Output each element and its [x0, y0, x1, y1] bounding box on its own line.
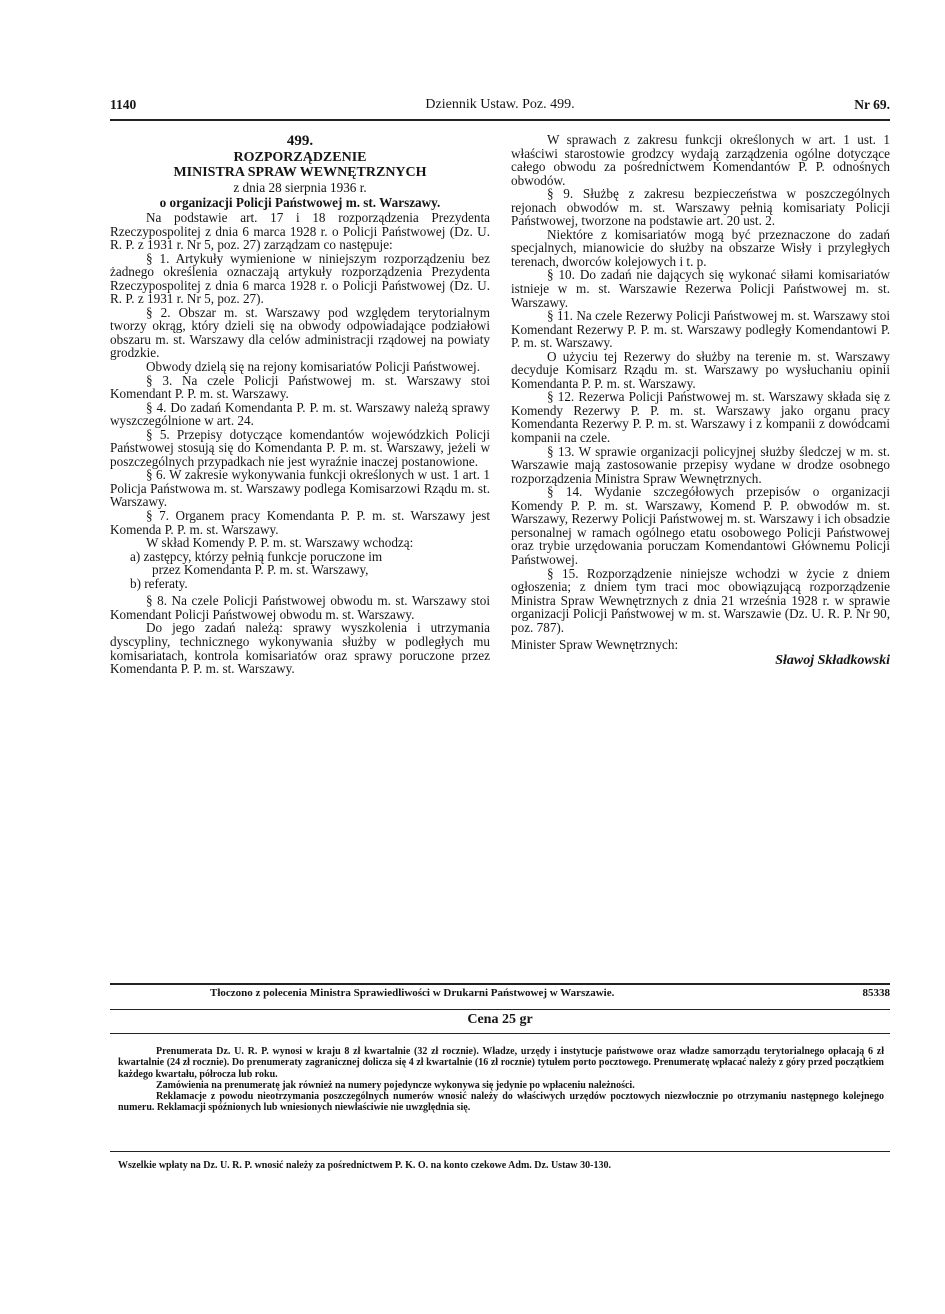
- section-15: § 15. Rozporządzenie niniejsze wchodzi w życie z dniem ogłoszenia; z dniem tym traci moc obowiązującą rozporządzenie Ministra Spraw Wewnętrznych z dnia 21 września 1928 r. w sprawie organizacji Policji Państwowej w m. st. Warszawie (Dz. U. R. P. Nr 90, poz. 787).: [511, 565, 890, 635]
- act-issuer: MINISTRA SPRAW WEWNĘTRZNYCH: [173, 165, 427, 180]
- section-7: § 7. Organem pracy Komendanta P. P. m. st. Warszawy jest Komenda P. P. m. st. Warszawy.: [110, 508, 490, 537]
- act-subject: o organizacji Policji Państwowej m. st. Warszawy.: [159, 195, 441, 210]
- journal-title: Dziennik Ustaw. Poz. 499.: [425, 97, 575, 112]
- section-4: § 4. Do zadań Komendanta P. P. m. st. Warszawy należą sprawy wyszczególnione w art. 24.: [110, 399, 490, 429]
- section-6: § 6. W zakresie wykonywania funkcji określonych w ust. 1 art. 1 Policja Państwowa m. st. Warszawy podlega Komisarzowi Rządu m. st. Warszawy.: [110, 467, 490, 510]
- section-14: § 14. Wydanie szczegółowych przepisów o organizacji Komendy P. P. m. st. Warszawy, Komend P. P. obwodów m. st. Warszawy, Rezerwy Policji Państwowej m. st. Warszawy i ich obsadzie personalnej w ramach ogólnego etatu osobowego Policji Państwowej oraz trybie urzędowania poruczam Komendantowi Głównemu Policji Państwowej.: [511, 484, 890, 567]
- subscription-info: [118, 1046, 884, 1114]
- payments-rule: [110, 1151, 890, 1152]
- signature: Sławoj Składkowski: [775, 652, 890, 668]
- section-9-paragraph-2: Niektóre z komisariatów mogą być przeznaczone do zadań specjalnych, mianowicie do służby na obszarze Wisły i przyległych terenach, dworców kolejowych i t. p.: [511, 226, 890, 269]
- page-number: 1140: [110, 97, 137, 112]
- section-13: § 13. W sprawie organizacji policyjnej służby śledczej w m. st. Warszawie mają zastosowanie przepisy wydane w drodze osobnego rozporządzenia Ministra Spraw Wewnętrznych.: [511, 443, 890, 486]
- price-rule-bottom: [110, 1033, 890, 1034]
- price-rule-top: [110, 1009, 890, 1010]
- issue-number: Nr 69.: [854, 97, 890, 112]
- section-12: § 12. Rezerwa Policji Państwowej m. st. Warszawy składa się z Komendy Rezerwy P. P. m. st. Warszawy jako organu pracy Komendanta Rezerwy P. P. m. st. Warszawy i z kompanii z dowódcami kompanii na czele.: [511, 389, 890, 446]
- section-11-paragraph-2: O użyciu tej Rezerwy do służby na terenie m. st. Warszawy decyduje Komisarz Rządu m. st. Warszawy po wysłuchaniu opinii Komendanta P. P. m. st. Warszawy.: [511, 348, 890, 391]
- act-number: 499.: [286, 133, 314, 149]
- intro-paragraph: Na podstawie art. 17 i 18 rozporządzenia Prezydenta Rzeczypospolitej z dnia 6 marca 1928 r. o Policji Państwowej (Dz. U. R. P. z 1931 r. Nr 5, poz. 27) zarządzam co następuje:: [110, 210, 490, 253]
- list-item-a-continuation: przez Komendanta P. P. m. st. Warszawy,: [152, 562, 369, 578]
- section-2: § 2. Obszar m. st. Warszawy pod względem terytorialnym tworzy okrąg, który dzieli się na obwody odpowiadające podziałowi obszaru m. st. Warszawy dla celów administracji rządowej na powiaty grodzkie.: [110, 304, 490, 361]
- subscription-paragraph-1: Prenumerata Dz. U. R. P. wynosi w kraju 8 zł kwartalnie (32 zł rocznie). Władze, urzędy i instytucje państwowe oraz władze samorządu terytorialnego opłacają 6 zł kwartalnie (24 zł rocznie). Do prenumeraty zagranicznej dolicza się 4 zł kwartalnie (16 zł rocznie) tytułem porto pocztowego. Prenumeratę wpłacać należy z góry przed początkiem każdego kwartału, półrocza lub roku.: [118, 1046, 884, 1080]
- print-line: [110, 987, 890, 1003]
- list-item-b: b) referaty.: [130, 575, 188, 591]
- act-type: ROZPORZĄDZENIE: [233, 150, 367, 165]
- payments-info: Wszelkie wpłaty na Dz. U. R. P. wnosić należy za pośrednictwem P. K. O. na konto czekowe Adm. Dz. Ustaw 30-130.: [118, 1160, 611, 1171]
- section-5: § 5. Przepisy dotyczące komendantów wojewódzkich Policji Państwowej stosują się do Komendanta P. P. m. st. Warszawy, jeżeli w poszczególnych przypadkach nie jest wyraźnie inaczej postanowione.: [110, 426, 490, 469]
- list-item-a: a) zastępcy, którzy pełnią funkcje poruczone im: [130, 548, 383, 564]
- price: Cena 25 gr: [467, 1012, 533, 1027]
- left-column: [110, 133, 490, 676]
- page-header: [110, 97, 890, 119]
- section-10: § 10. Do zadań nie dających się wykonać siłami komisariatów istnieje w m. st. Warszawie Rezerwa Policji Państwowej m. st. Warszawy.: [511, 267, 890, 310]
- section-2-paragraph-2: Obwody dzielą się na rejony komisariatów Policji Państwowej.: [146, 359, 481, 375]
- section-8-paragraph-2: Do jego zadań należą: sprawy wyszkolenia i utrzymania dyscypliny, technicznego wykonywania służby w podległych mu komisariatach, kontrola komisariatów oraz sprawy poruczone przez Komendanta P. P. m. st. Warszawy.: [110, 620, 490, 677]
- header-rule: [110, 119, 890, 121]
- section-8: § 8. Na czele Policji Państwowej obwodu m. st. Warszawy stoi Komendant Policji Państwowej obwodu m. st. Warszawy.: [110, 593, 490, 622]
- print-number: 85338: [862, 987, 890, 999]
- section-8-paragraph-3: W sprawach z zakresu funkcji określonych w art. 1 ust. 1 właściwi starostowie grodzcy wydają zarządzenia ogólne dotyczące całego obwodu za pośrednictwem Komendantów P. P. odnośnych obwodów.: [511, 132, 890, 188]
- subscription-paragraph-2: Zamówienia na prenumeratę jak również na numery pojedyncze wykonywa się jedynie po wpłaceniu należności.: [156, 1079, 635, 1091]
- minister-label: Minister Spraw Wewnętrznych:: [511, 637, 679, 653]
- section-3: § 3. Na czele Policji Państwowej m. st. Warszawy stoi Komendant P. P. m. st. Warszawy.: [110, 372, 490, 402]
- footer-rule: [110, 983, 890, 985]
- printed-by: Tłoczono z polecenia Ministra Sprawiedliwości w Drukarni Państwowej w Warszawie.: [210, 987, 615, 999]
- section-1: § 1. Artykuły wymienione w niniejszym rozporządzeniu bez żadnego określenia oznaczają artykuły rozporządzenia Prezydenta Rzeczypospolitej z dnia 6 marca 1928 r. o Policji Państwowej (Dz. U. R. P. z 1931 r. Nr 5, poz. 27).: [110, 250, 490, 307]
- act-date: z dnia 28 sierpnia 1936 r.: [233, 180, 367, 195]
- section-11: § 11. Na czele Rezerwy Policji Państwowej m. st. Warszawy stoi Komendant Rezerwy P. P. m. st. Warszawy podległy Komendantowi P. P. m. st. Warszawy.: [511, 308, 890, 351]
- section-7-paragraph-2: W skład Komendy P. P. m. st. Warszawy wchodzą:: [146, 535, 414, 551]
- subscription-paragraph-3: Reklamacje z powodu nieotrzymania poszczególnych numerów wnosić należy do właściwych urzędów pocztowych niezwłocznie po otrzymaniu następnego kolejnego numeru. Reklamacji spóźnionych lub wniesionych niewłaściwie nie uwzględnia się.: [118, 1091, 884, 1114]
- right-column: [511, 133, 890, 667]
- section-9: § 9. Służbę z zakresu bezpieczeństwa w poszczególnych rejonach obwodów m. st. Warszawy pełnią komisariaty Policji Państwowej, tworzone na podstawie art. 20 ust. 2.: [511, 186, 890, 229]
